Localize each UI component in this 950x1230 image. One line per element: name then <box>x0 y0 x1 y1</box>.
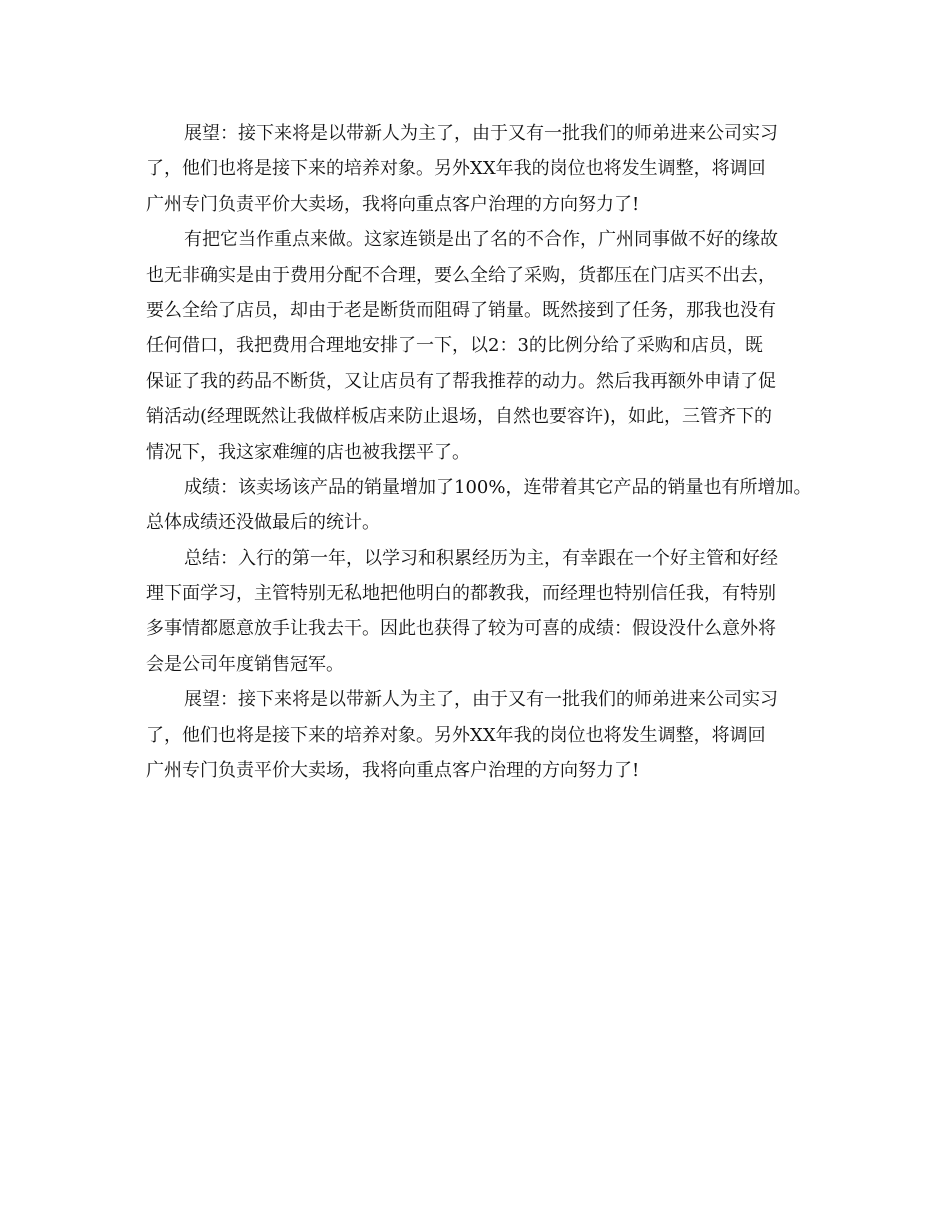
text-line: 了，他们也将是接下来的培养对象。另外XX年我的岗位也将发生调整，将调回 <box>146 724 766 746</box>
text-line: 也无非确实是由于费用分配不合理，要么全给了采购，货都压在门店买不出去， <box>146 264 776 286</box>
text-line: 总结：入行的第一年，以学习和积累经历为主，有幸跟在一个好主管和好经 <box>184 547 778 569</box>
text-line: 成绩：该卖场该产品的销量增加了100%，连带着其它产品的销量也有所增加。 <box>184 476 812 498</box>
text-line: 要么全给了店员，却由于老是断货而阻碍了销量。既然接到了任务，那我也没有 <box>146 299 776 321</box>
paragraph-outlook-1 <box>146 116 826 222</box>
text-line: 广州专门负责平价大卖场，我将向重点客户治理的方向努力了! <box>146 193 640 215</box>
paragraph-outlook-2 <box>146 682 826 788</box>
paragraph-results <box>146 470 826 541</box>
text-line: 多事情都愿意放手让我去干。因此也获得了较为可喜的成绩：假设没什么意外将 <box>146 618 776 640</box>
document-body <box>146 116 826 788</box>
text-line: 了，他们也将是接下来的培养对象。另外XX年我的岗位也将发生调整，将调回 <box>146 158 766 180</box>
text-line: 销活动(经理既然让我做样板店来防止退场，自然也要容许)，如此，三管齐下的 <box>146 406 773 428</box>
text-line: 总体成绩还没做最后的统计。 <box>146 512 380 534</box>
paragraph-store-case <box>146 222 826 470</box>
text-line: 展望：接下来将是以带新人为主了，由于又有一批我们的师弟进来公司实习 <box>184 123 778 144</box>
text-line: 理下面学习，主管特别无私地把他明白的都教我，而经理也特别信任我，有特别 <box>146 583 776 605</box>
paragraph-summary <box>146 541 826 683</box>
text-line: 有把它当作重点来做。这家连锁是出了名的不合作，广州同事做不好的缘故 <box>184 229 778 251</box>
text-line: 广州专门负责平价大卖场，我将向重点客户治理的方向努力了! <box>146 760 640 782</box>
text-line: 情况下，我这家难缠的店也被我摆平了。 <box>146 441 470 463</box>
text-line: 会是公司年度销售冠军。 <box>146 653 344 675</box>
text-line: 任何借口，我把费用合理地安排了一下，以2：3的比例分给了采购和店员，既 <box>146 335 763 357</box>
text-line: 保证了我的药品不断货，又让店员有了帮我推荐的动力。然后我再额外申请了促 <box>146 370 776 392</box>
text-line: 展望：接下来将是以带新人为主了，由于又有一批我们的师弟进来公司实习 <box>184 689 778 711</box>
